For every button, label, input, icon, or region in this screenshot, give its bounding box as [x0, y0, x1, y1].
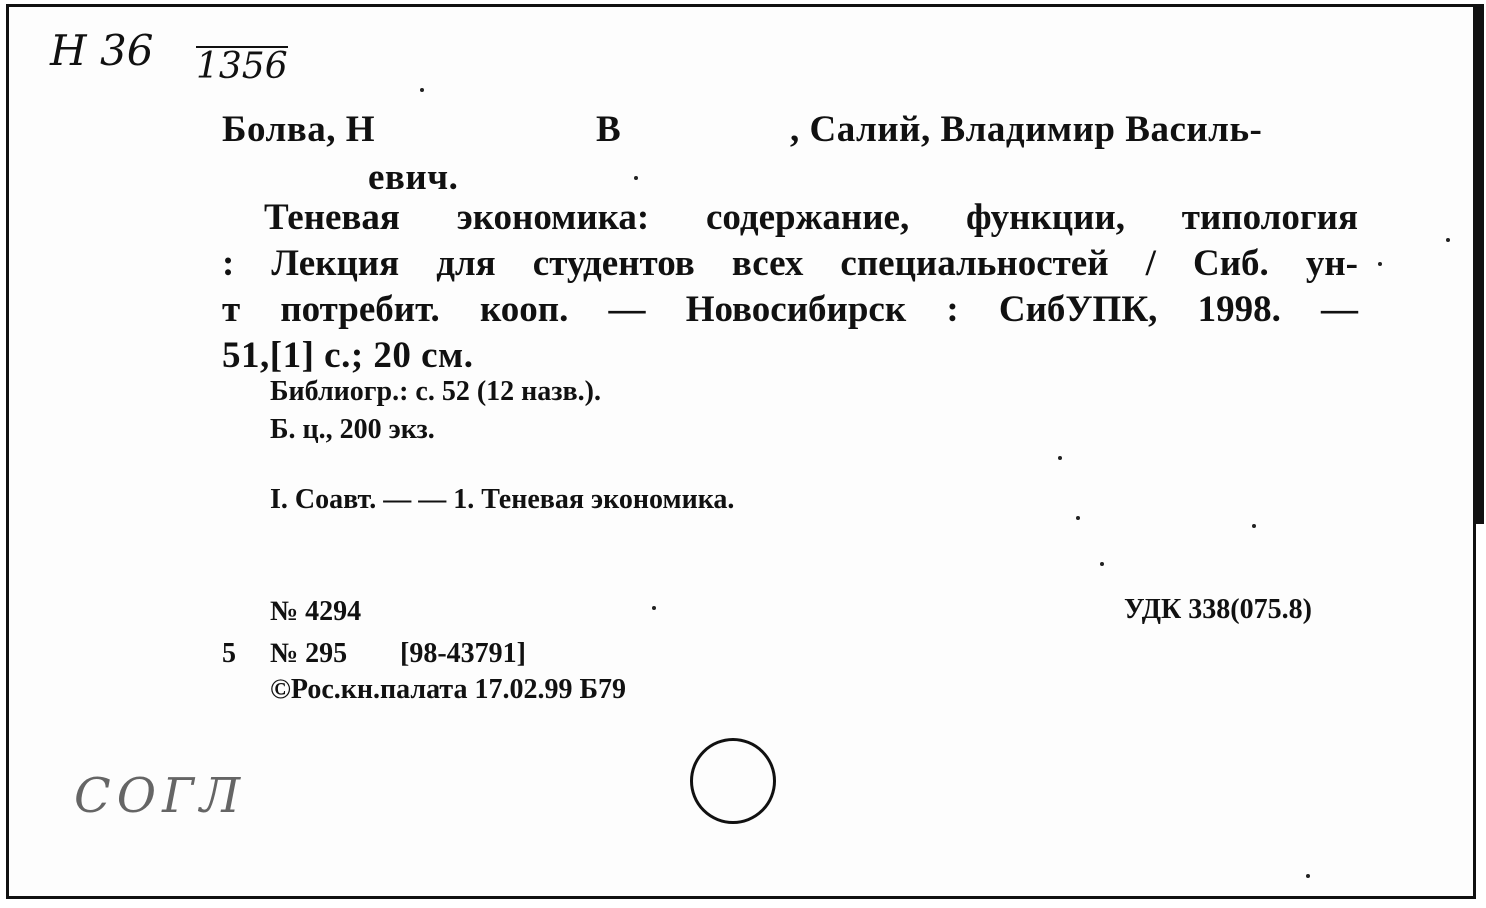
- title-line-3: т потребит. кооп. — Новосибирск : СибУПК, 1998. —: [222, 289, 1358, 330]
- subject-tracings: I. Соавт. — — 1. Теневая экономика.: [270, 484, 735, 515]
- scan-speck: [1446, 238, 1450, 242]
- scan-speck: [1100, 562, 1104, 566]
- scan-speck: [634, 176, 638, 180]
- record-number-1: № 4294: [270, 596, 362, 627]
- card-edge-shadow: [1476, 4, 1484, 524]
- title-line-1: Теневая экономика: содержание, функции, типология: [264, 197, 1358, 238]
- author-name-part1: Болва, Н: [222, 109, 375, 150]
- price-print-run-note: Б. ц., 200 экз.: [270, 414, 435, 445]
- scan-speck: [1252, 524, 1256, 528]
- bibliography-note: Библиогр.: с. 52 (12 назв.).: [270, 376, 601, 407]
- udc-code: УДК 338(075.8): [1124, 594, 1312, 625]
- handwritten-inventory-number: 1356: [196, 46, 288, 87]
- scan-speck: [652, 606, 656, 610]
- handwritten-call-number: H 36: [50, 26, 154, 75]
- card-punch-hole: [690, 738, 776, 824]
- author-name-continuation: евич.: [368, 157, 459, 198]
- title-line-4: 51,[1] с.; 20 см.: [222, 335, 474, 376]
- author-name-part2: , Салий, Владимир Василь-: [790, 109, 1263, 150]
- record-number-2: № 295: [270, 638, 348, 669]
- scan-speck: [1378, 262, 1382, 266]
- record-number-prefix: 5: [222, 638, 236, 669]
- scan-speck: [1076, 516, 1080, 520]
- record-registry-code: [98-43791]: [400, 638, 526, 669]
- copyright-line: ©Рос.кн.палата 17.02.99 Б79: [270, 674, 626, 705]
- scan-speck: [1058, 456, 1062, 460]
- handwritten-stamp-scribble: СОГЛ: [74, 768, 246, 824]
- scan-speck: [420, 88, 424, 92]
- scan-speck: [1306, 874, 1310, 878]
- title-line-2: : Лекция для студентов всех специальностей / Сиб. ун-: [222, 243, 1358, 284]
- author-name-initial: В: [596, 109, 622, 150]
